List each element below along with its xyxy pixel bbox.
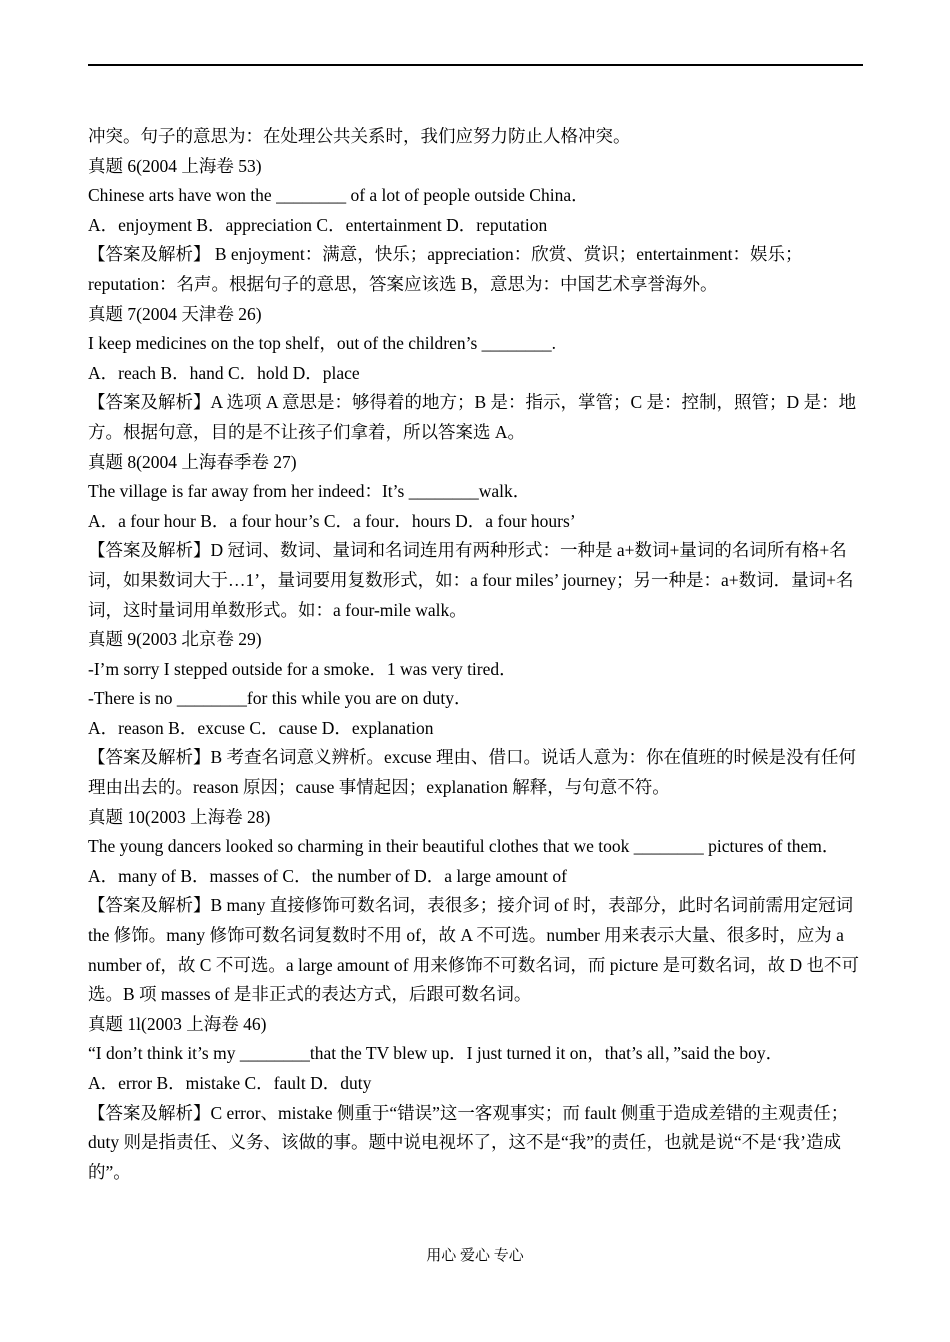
- question-heading: 真题 7(2004 天津卷 26): [88, 303, 262, 324]
- answer-explanation: 【答案及解析】A 选项 A 意思是：够得着的地方；B 是：指示，掌管；C 是：控制，照管；D 是：地方。根据句意，目的是不让孩子们拿着，所以答案选 A。: [88, 392, 857, 442]
- question-heading: 真题 8(2004 上海春季卷 27): [88, 451, 297, 472]
- question-stem: I keep medicines on the top shelf，out of the children’s ________.: [88, 333, 557, 354]
- answer-options: A．reason B．excuse C．cause D．explanation: [88, 717, 434, 738]
- header-rule: [88, 64, 863, 66]
- answer-explanation: 【答案及解析】 B enjoyment：满意，快乐；appreciation：欣赏、赏识；entertainment：娱乐；reputation：名声。根据句子的意思，答案应该选 B，意思为：中国艺术享誉海外。: [88, 244, 803, 294]
- answer-options: A．reach B．hand C．hold D．place: [88, 362, 360, 383]
- answer-explanation: 【答案及解析】D 冠词、数词、量词和名词连用有两种形式：一种是 a+数词+量词的名词所有格+名词，如果数词大于…1’，量词要用复数形式，如：a four miles’ journey；另一种是：a+数词．量词+名词，这时量词用单数形式。如：a four-mile walk。: [88, 540, 854, 620]
- question-heading: 真题 1l(2003 上海卷 46): [88, 1013, 267, 1034]
- text-line: 冲突。句子的意思为：在处理公共关系时，我们应努力防止人格冲突。: [88, 126, 631, 146]
- question-stem: The village is far away from her indeed：It’s ________walk．: [88, 481, 531, 502]
- question-stem: “I don’t think it’s my ________that the TV blew up．I just turned it on，that’s all，”said the boy．: [88, 1043, 784, 1064]
- answer-explanation: 【答案及解析】B 考查名词意义辨析。excuse 理由、借口。说话人意为：你在值班的时候是没有任何理由出去的。reason 原因；cause 事情起因；explanation 解释，与句意不符。: [88, 747, 857, 798]
- answer-options: A．enjoyment B．appreciation C．entertainment D．reputation: [88, 214, 548, 235]
- answer-options: A．many of B．masses of C．the number of D．a large amount of: [88, 865, 567, 886]
- question-heading: 真题 9(2003 北京卷 29): [88, 629, 262, 650]
- question-stem: -I’m sorry I stepped outside for a smoke．1 was very tired．: [88, 658, 517, 679]
- question-stem: -There is no ________for this while you are on duty．: [88, 688, 472, 709]
- question-heading: 真题 10(2003 上海卷 28): [88, 806, 271, 827]
- question-stem: Chinese arts have won the ________ of a lot of people outside China．: [88, 185, 589, 206]
- answer-explanation: 【答案及解析】B many 直接修饰可数名词，表很多；接介词 of 时，表部分，此时名词前需用定冠词 the 修饰。many 修饰可数名词复数时不用 of，故 A 不可选。number 用来表示大量、很多时，应为 a number of，故 C 不可选。a large amount of 用来修饰不可数名词，而 picture 是可数名词，故 D 也不可选。B 项 masses of 是非正式的表达方式，后跟可数名词。: [88, 895, 860, 1005]
- answer-options: A．error B．mistake C．fault D．duty: [88, 1073, 372, 1093]
- page-footer: 用心 爱心 专心: [426, 1248, 524, 1264]
- document-body: [88, 122, 863, 1187]
- answer-options: A．a four hour B．a four hour’s C．a four．hours D．a four hours’: [88, 510, 576, 531]
- answer-explanation: 【答案及解析】C error、mistake 侧重于“错误”这一客观事实；而 fault 侧重于造成差错的主观责任；duty 则是指责任、义务、该做的事。题中说电视坏了，这不是“我”的责任，也就是说“不是‘我’造成的”。: [88, 1102, 849, 1182]
- question-heading: 真题 6(2004 上海卷 53): [88, 155, 262, 176]
- question-stem: The young dancers looked so charming in their beautiful clothes that we took ________ pictures of them．: [88, 836, 840, 857]
